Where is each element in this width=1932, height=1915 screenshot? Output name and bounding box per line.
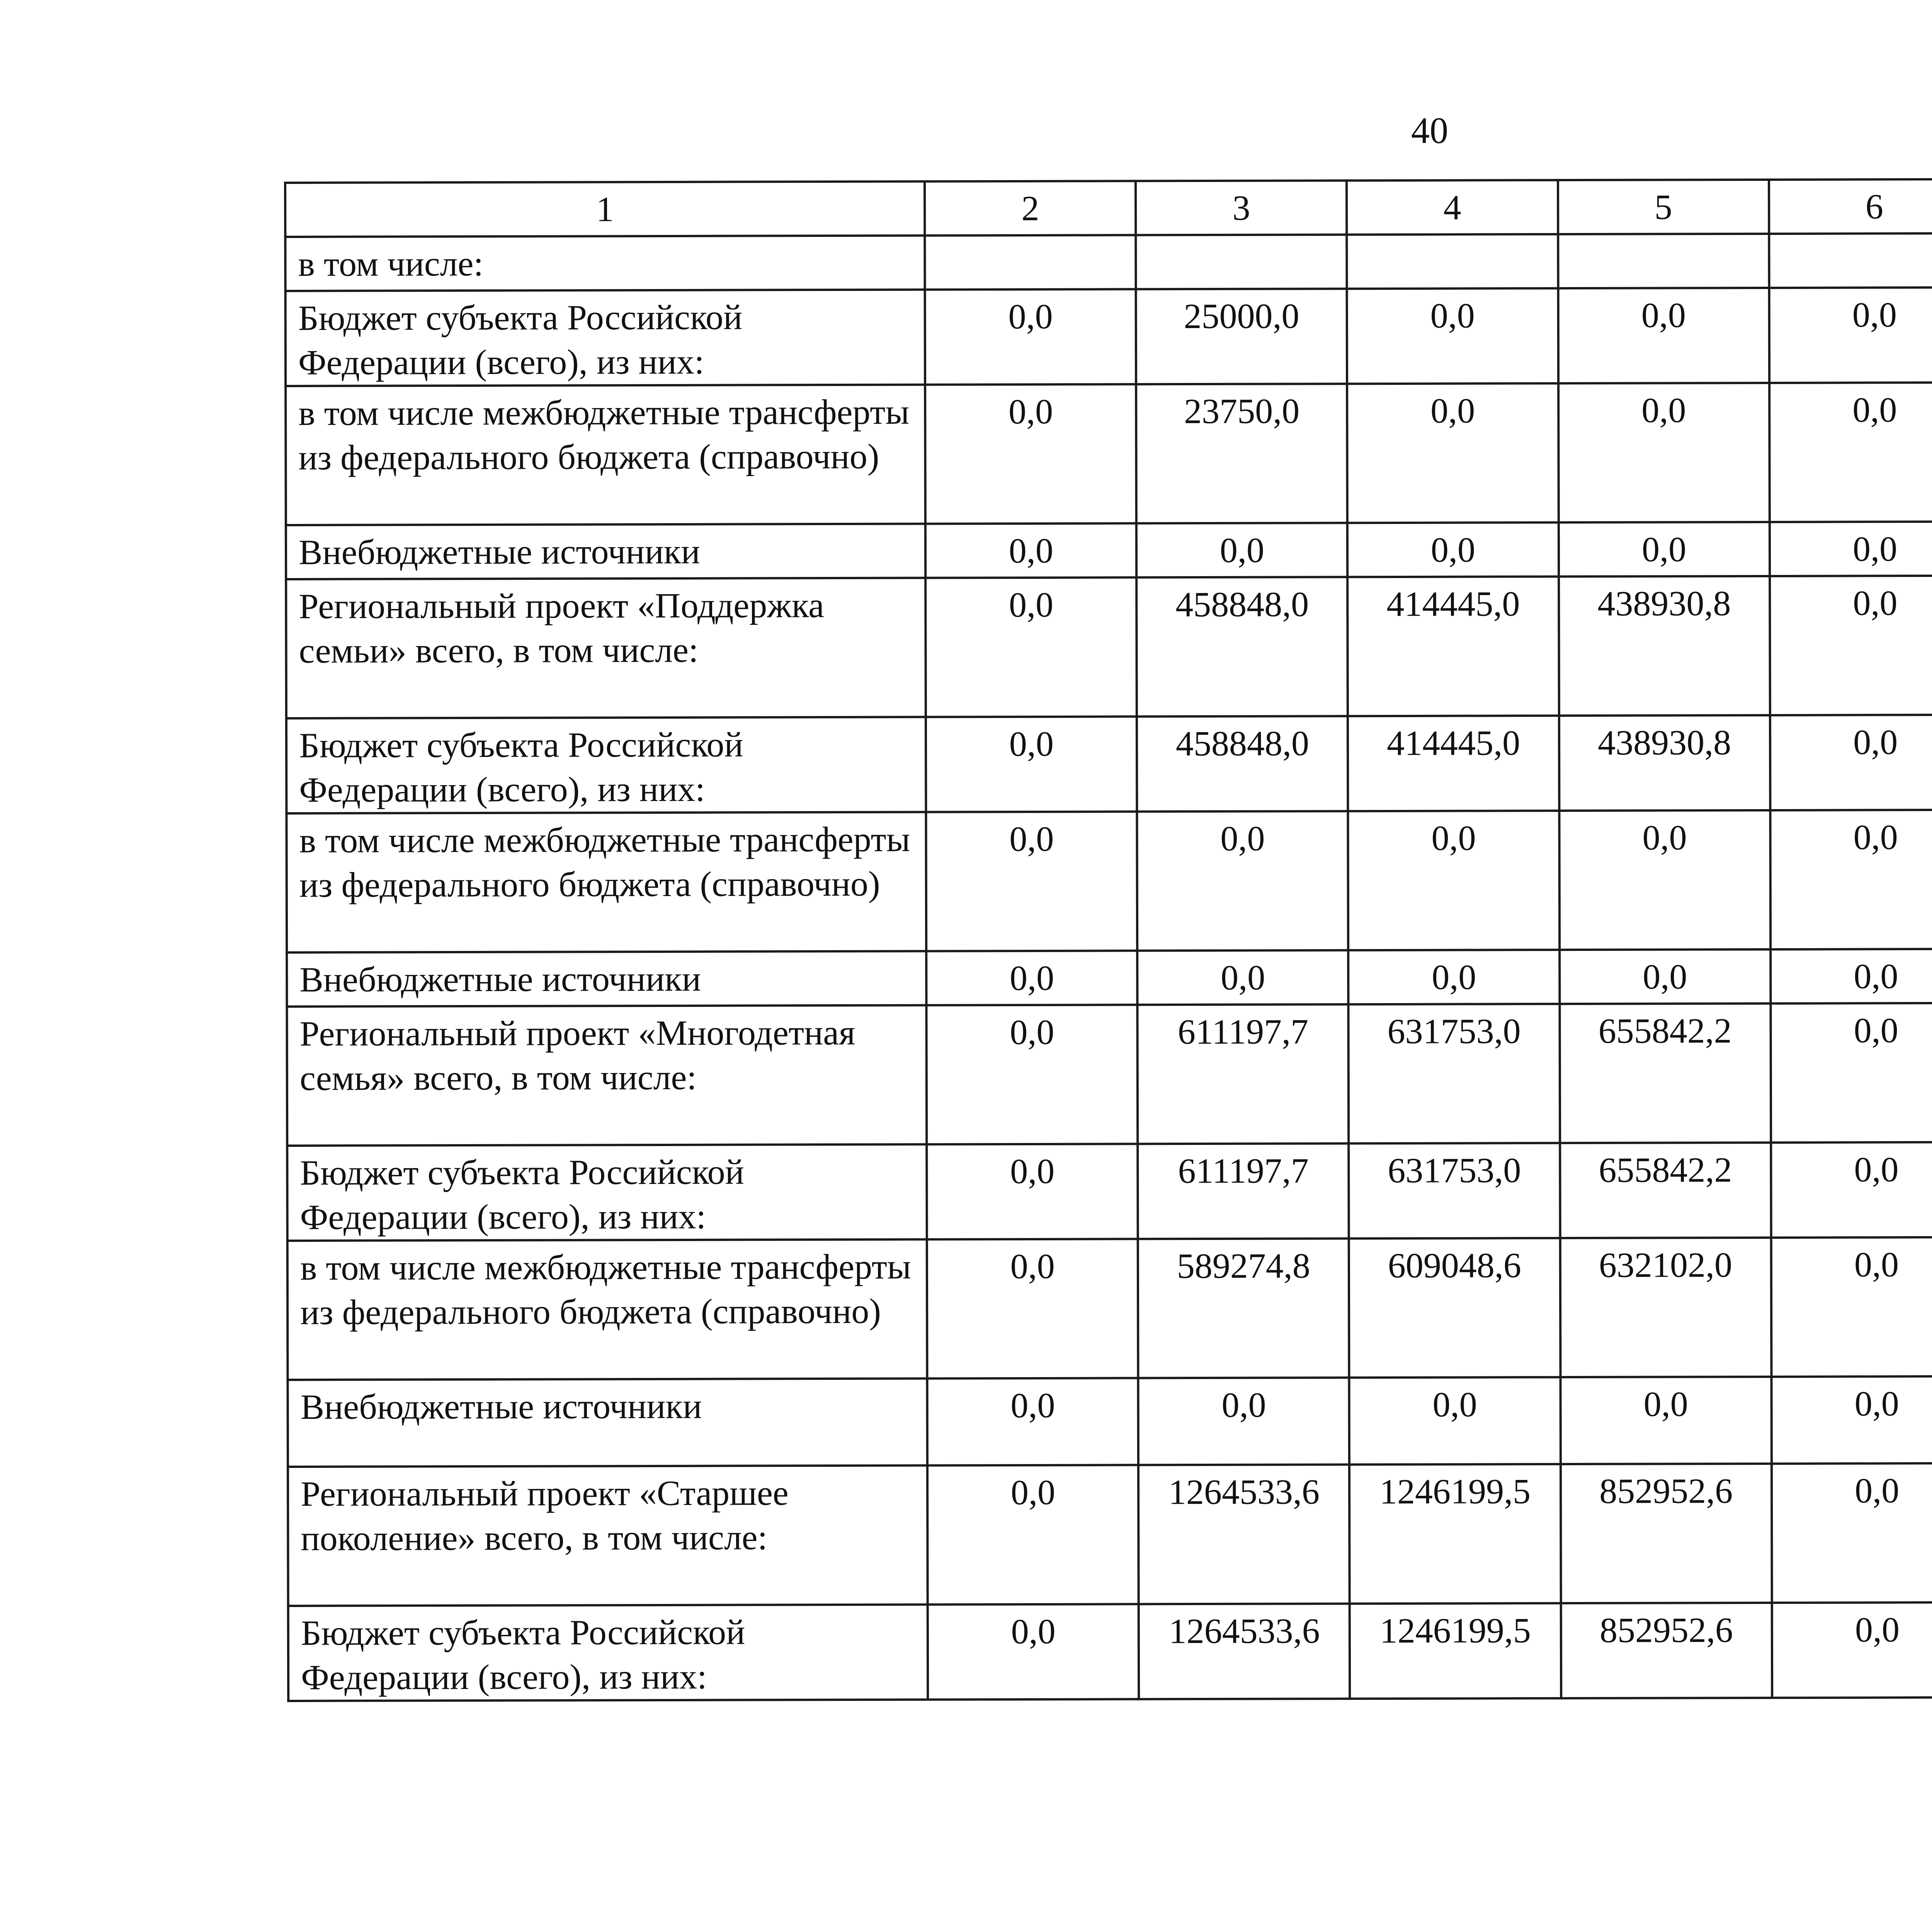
cell-value: 852952,6 [1560, 1464, 1772, 1603]
cell-value: 1246199,5 [1349, 1464, 1561, 1604]
table-row [285, 232, 1932, 291]
page-number: 40 [1411, 110, 1448, 151]
cell-value: 0,0 [927, 1465, 1139, 1604]
cell-value [1347, 234, 1558, 289]
cell-value: 0,0 [1348, 811, 1560, 950]
cell-value: 0,0 [1770, 715, 1932, 810]
cell-value: 0,0 [1558, 288, 1769, 383]
table-row [286, 520, 1932, 579]
cell-value: 0,0 [1770, 949, 1932, 1003]
cell-value: 0,0 [1136, 523, 1347, 577]
cell-value [1558, 234, 1769, 288]
cell-value: 0,0 [1347, 522, 1558, 577]
row-label: в том числе межбюджетные трансферты из федерального бюджета (справочно) [286, 385, 925, 525]
table-row [286, 381, 1932, 525]
cell-value: 631753,0 [1349, 1143, 1560, 1238]
row-label: Внебюджетные источники [287, 1379, 927, 1467]
cell-value: 0,0 [1347, 288, 1558, 384]
cell-value: 0,0 [927, 1239, 1138, 1378]
table-row [287, 1375, 1932, 1467]
row-label: в том числе межбюджетные трансферты из федерального бюджета (справочно) [286, 812, 926, 952]
cell-value: 1264533,6 [1139, 1604, 1350, 1699]
cell-value: 589274,8 [1138, 1238, 1349, 1378]
column-header: 3 [1136, 180, 1347, 235]
column-header: 4 [1347, 180, 1558, 235]
cell-value: 414445,0 [1348, 577, 1559, 716]
cell-value: 0,0 [1770, 810, 1932, 949]
cell-value: 852952,6 [1561, 1603, 1772, 1698]
cell-value [1136, 235, 1347, 289]
column-header: 2 [925, 181, 1136, 235]
column-header: 1 [285, 182, 925, 237]
row-label: Бюджет субъекта Российской Федерации (всего), из них: [287, 1145, 927, 1241]
cell-value: 0,0 [1769, 522, 1932, 576]
cell-value: 0,0 [1558, 383, 1770, 522]
cell-value: 1246199,5 [1350, 1603, 1561, 1699]
cell-value: 0,0 [1770, 576, 1932, 715]
cell-value: 0,0 [925, 523, 1136, 578]
row-label: Региональный проект «Многодетная семья» всего, в том числе: [287, 1005, 927, 1146]
row-label: в том числе: [285, 236, 925, 291]
cell-value: 0,0 [1349, 950, 1560, 1004]
cell-value: 0,0 [925, 577, 1137, 717]
cell-value: 438930,8 [1559, 576, 1770, 716]
table-row [288, 1462, 1932, 1606]
cell-value: 0,0 [927, 1005, 1138, 1144]
cell-value: 655842,2 [1560, 1143, 1771, 1238]
row-label: Внебюджетные источники [287, 951, 927, 1007]
cell-value: 0,0 [927, 1144, 1138, 1239]
cell-value: 458848,0 [1136, 577, 1348, 716]
cell-value: 0,0 [925, 384, 1136, 524]
cell-value: 0,0 [1559, 810, 1770, 950]
cell-value: 458848,0 [1137, 716, 1348, 811]
cell-value: 609048,6 [1349, 1238, 1560, 1378]
table-row [287, 1141, 1932, 1241]
cell-value: 0,0 [1349, 1377, 1561, 1464]
cell-value: 0,0 [926, 951, 1137, 1005]
cell-value: 0,0 [1138, 950, 1349, 1005]
cell-value: 1264533,6 [1138, 1464, 1350, 1604]
cell-value: 631753,0 [1349, 1004, 1560, 1143]
row-label: Бюджет субъекта Российской Федерации (всего), из них: [286, 290, 925, 386]
cell-value: 0,0 [1770, 1003, 1932, 1143]
cell-value: 655842,2 [1560, 1003, 1771, 1143]
cell-value: 0,0 [1771, 1237, 1932, 1377]
cell-value: 611197,7 [1138, 1143, 1349, 1239]
table-row [286, 574, 1932, 718]
row-label: Бюджет субъекта Российской Федерации (всего), из них: [286, 717, 926, 813]
cell-value: 0,0 [928, 1604, 1139, 1699]
header-row [285, 178, 1932, 237]
cell-value: 0,0 [926, 811, 1138, 951]
row-label: Внебюджетные источники [286, 524, 926, 579]
cell-value: 0,0 [1347, 383, 1559, 523]
cell-value: 0,0 [1772, 1463, 1932, 1603]
cell-value: 0,0 [1769, 383, 1932, 522]
cell-value: 414445,0 [1348, 716, 1559, 811]
cell-value: 0,0 [1558, 522, 1769, 577]
row-label: Бюджет субъекта Российской Федерации (всего), из них: [288, 1605, 928, 1701]
cell-value: 0,0 [925, 289, 1136, 384]
column-header: 5 [1558, 180, 1769, 234]
cell-value: 0,0 [1138, 1378, 1350, 1465]
row-label: в том числе межбюджетные трансферты из федерального бюджета (справочно) [287, 1240, 927, 1380]
table-row [288, 1601, 1932, 1701]
cell-value: 0,0 [1560, 1377, 1772, 1464]
cell-value [1769, 233, 1932, 288]
cell-value: 0,0 [927, 1378, 1139, 1465]
table-row [287, 1002, 1932, 1146]
cell-value: 0,0 [1560, 949, 1770, 1004]
table-row [286, 808, 1932, 952]
row-label: Региональный проект «Старшее поколение» всего, в том числе: [288, 1466, 928, 1606]
table-row [286, 713, 1932, 813]
cell-value: 0,0 [1771, 1376, 1932, 1464]
column-header: 6 [1769, 179, 1932, 234]
cell-value: 0,0 [926, 716, 1137, 812]
cell-value [925, 235, 1136, 289]
table-row [286, 286, 1932, 386]
cell-value: 438930,8 [1559, 715, 1770, 811]
row-label: Региональный проект «Поддержка семьи» всего, в том числе: [286, 578, 926, 718]
cell-value: 0,0 [1137, 811, 1349, 951]
cell-value: 23750,0 [1136, 384, 1347, 523]
table-row [287, 947, 1932, 1007]
table-row [287, 1236, 1932, 1380]
cell-value: 611197,7 [1138, 1004, 1349, 1144]
cell-value: 632102,0 [1560, 1238, 1771, 1377]
budget-table [284, 177, 1932, 1702]
cell-value: 0,0 [1771, 1142, 1932, 1238]
cell-value: 0,0 [1772, 1602, 1932, 1698]
cell-value: 25000,0 [1136, 289, 1347, 384]
cell-value: 0,0 [1769, 287, 1932, 383]
table-body [285, 232, 1932, 1701]
